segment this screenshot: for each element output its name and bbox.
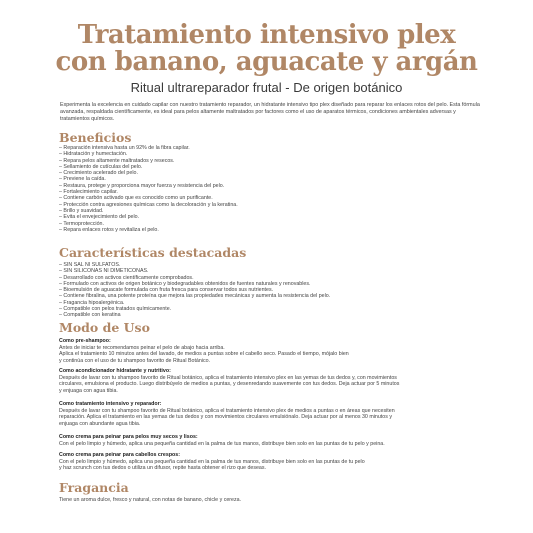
modo-section-lisos	[59, 434, 499, 447]
section-title: Como crema para peinar para pelos muy secos y lisos:	[59, 434, 198, 440]
fragancia-text: Tiene un aroma dulce, fresco y natural, con notas de banano, chicle y cereza.	[59, 497, 242, 503]
section-line: reparación. Aplica el tratamiento en las yemas de tus dedos y con movimientos circulares emulsiónalo. Deja actuar por al menos 30 minutos y	[59, 414, 392, 421]
intro-paragraph: Experimenta la excelencia en cuidado capilar con nuestro tratamiento reparador, un hidratante intensivo tipo plex diseñado para reparar los enlaces rotos del pelo. Esta fórmula avanzada, respaldada científicamente, es ideal para pelos altamente maltratados por factores como el uso de aparatos térmicos, condiciones ambientales adversas y tratamientos químicos.	[60, 102, 480, 122]
list-item: – Contiene fibralina, una potente proteína que mejora las propiedades mecánicas y aumenta la resistencia del pelo.	[59, 293, 330, 299]
list-item: – Sellamiento de cutículas del pelo.	[59, 164, 238, 170]
section-line: Aplica el tratamiento 10 minutos antes del lavado, de medios a puntas sobre el cabello seco. Pasado el tiempo, mójalo bien	[59, 351, 349, 358]
list-item: – Compatible con pelos tratados químicamente.	[59, 306, 330, 312]
list-item: – Fragancia hipoalergénica.	[59, 300, 330, 306]
list-item: – Restaura, protege y proporciona mayor fuerza y resistencia del pelo.	[59, 183, 238, 189]
modo-section-acondicionador	[59, 368, 499, 394]
list-item: – Previene la caída.	[59, 176, 238, 182]
fragancia-heading: Fragancia	[59, 480, 129, 495]
list-item: – Hidratación y humectación.	[59, 151, 238, 157]
section-line: Después de lavar con tu shampoo favorito de Ritual botánico, aplica el tratamiento intensivo plex de medios a puntas o en áreas que necesiten	[59, 407, 395, 414]
subtitle: Ritual ultrareparador frutal - De origen botánico	[130, 80, 403, 95]
title-line-2: con banano, aguacate y argán	[55, 47, 478, 77]
modo-section-pre-shampoo	[59, 338, 499, 364]
list-item: – Repara pelos altamente maltratados y resecos.	[59, 158, 238, 164]
caracteristicas-list	[59, 262, 330, 319]
beneficios-heading: Beneficios	[59, 130, 132, 145]
list-item: – SIN SAL NI SULFATOS.	[59, 262, 330, 268]
section-title: Como crema para peinar para cabellos crespos:	[59, 452, 180, 458]
list-item: – Protección contra agresiones químicas como la decoloración y la keratina.	[59, 202, 238, 208]
list-item: – Compatible con keratina	[59, 312, 330, 318]
list-item: – Repara enlaces rotos y revitaliza el pelo.	[59, 227, 238, 233]
list-item: – Bioemulsión de aguacate formulada con fruta fresca para conservar todos sus nutrientes.	[59, 287, 330, 293]
section-line: y enjuaga con agua tibia.	[59, 387, 118, 394]
section-line: Antes de iniciar te recomendamos peinar el pelo de abajo hacia arriba.	[59, 344, 225, 351]
list-item: – Fortalecimiento capilar.	[59, 189, 238, 195]
section-title: Como pre-shampoo:	[59, 338, 111, 344]
modo-de-uso-heading: Modo de Uso	[59, 320, 150, 335]
modo-section-tratamiento	[59, 401, 499, 427]
list-item: – Desarrollado con activos científicamente comprobados.	[59, 275, 330, 281]
list-item: – Reparación intensiva hasta un 92% de la fibra capilar.	[59, 145, 238, 151]
section-title: Como tratamiento intensivo y reparador:	[59, 401, 162, 407]
beneficios-list	[59, 145, 238, 233]
modo-section-crespos	[59, 452, 499, 472]
list-item: – Contiene carbón activado que es conocido como un purificante.	[59, 195, 238, 201]
list-item: – SIN SILICONAS NI DIMETICONAS.	[59, 268, 330, 274]
section-line: y continúa con el uso de tu shampoo favorito de Ritual Botánico.	[59, 357, 211, 364]
section-line: circulares, emulsiona el producto. Luego distribúyelo de medios a puntas, y desenredando suavemente con tus dedos. Deja actuar por 5 minutos	[59, 381, 400, 388]
title-line-1: Tratamiento intensivo plex	[77, 20, 456, 50]
section-line: enjuaga con abundante agua tibia.	[59, 420, 141, 427]
list-item: – Crecimiento acelerado del pelo.	[59, 170, 238, 176]
list-item: – Brillo y suavidad.	[59, 208, 238, 214]
section-line: Con el pelo limpio y húmedo, aplica una pequeña cantidad en la palma de tus manos, distribuye bien solo en las puntas de tu pelo	[59, 458, 365, 465]
list-item: – Formulado con activos de origen botánico y biodegradables obtenidos de fuentes naturales y renovables.	[59, 281, 330, 287]
section-line: Después de lavar con tu shampoo favorito de Ritual botánico, aplica el tratamiento intensivo plex en las yemas de tus dedos y, con movimientos	[59, 374, 397, 381]
section-title: Como acondicionador hidratante y nutritivo:	[59, 368, 171, 374]
section-line: Con el pelo limpio y húmedo, aplica una pequeña cantidad en la palma de tus manos, distribuye bien solo en las puntas de tu pelo y peina.	[59, 440, 385, 447]
section-line: y haz scrunch con tus dedos o utiliza un difusor, repite hasta obtener el rizo que deseas.	[59, 465, 266, 472]
list-item: – Evita el envejecimiento del pelo.	[59, 214, 238, 220]
caracteristicas-heading: Características destacadas	[59, 245, 247, 260]
list-item: – Termoprotección.	[59, 221, 238, 227]
